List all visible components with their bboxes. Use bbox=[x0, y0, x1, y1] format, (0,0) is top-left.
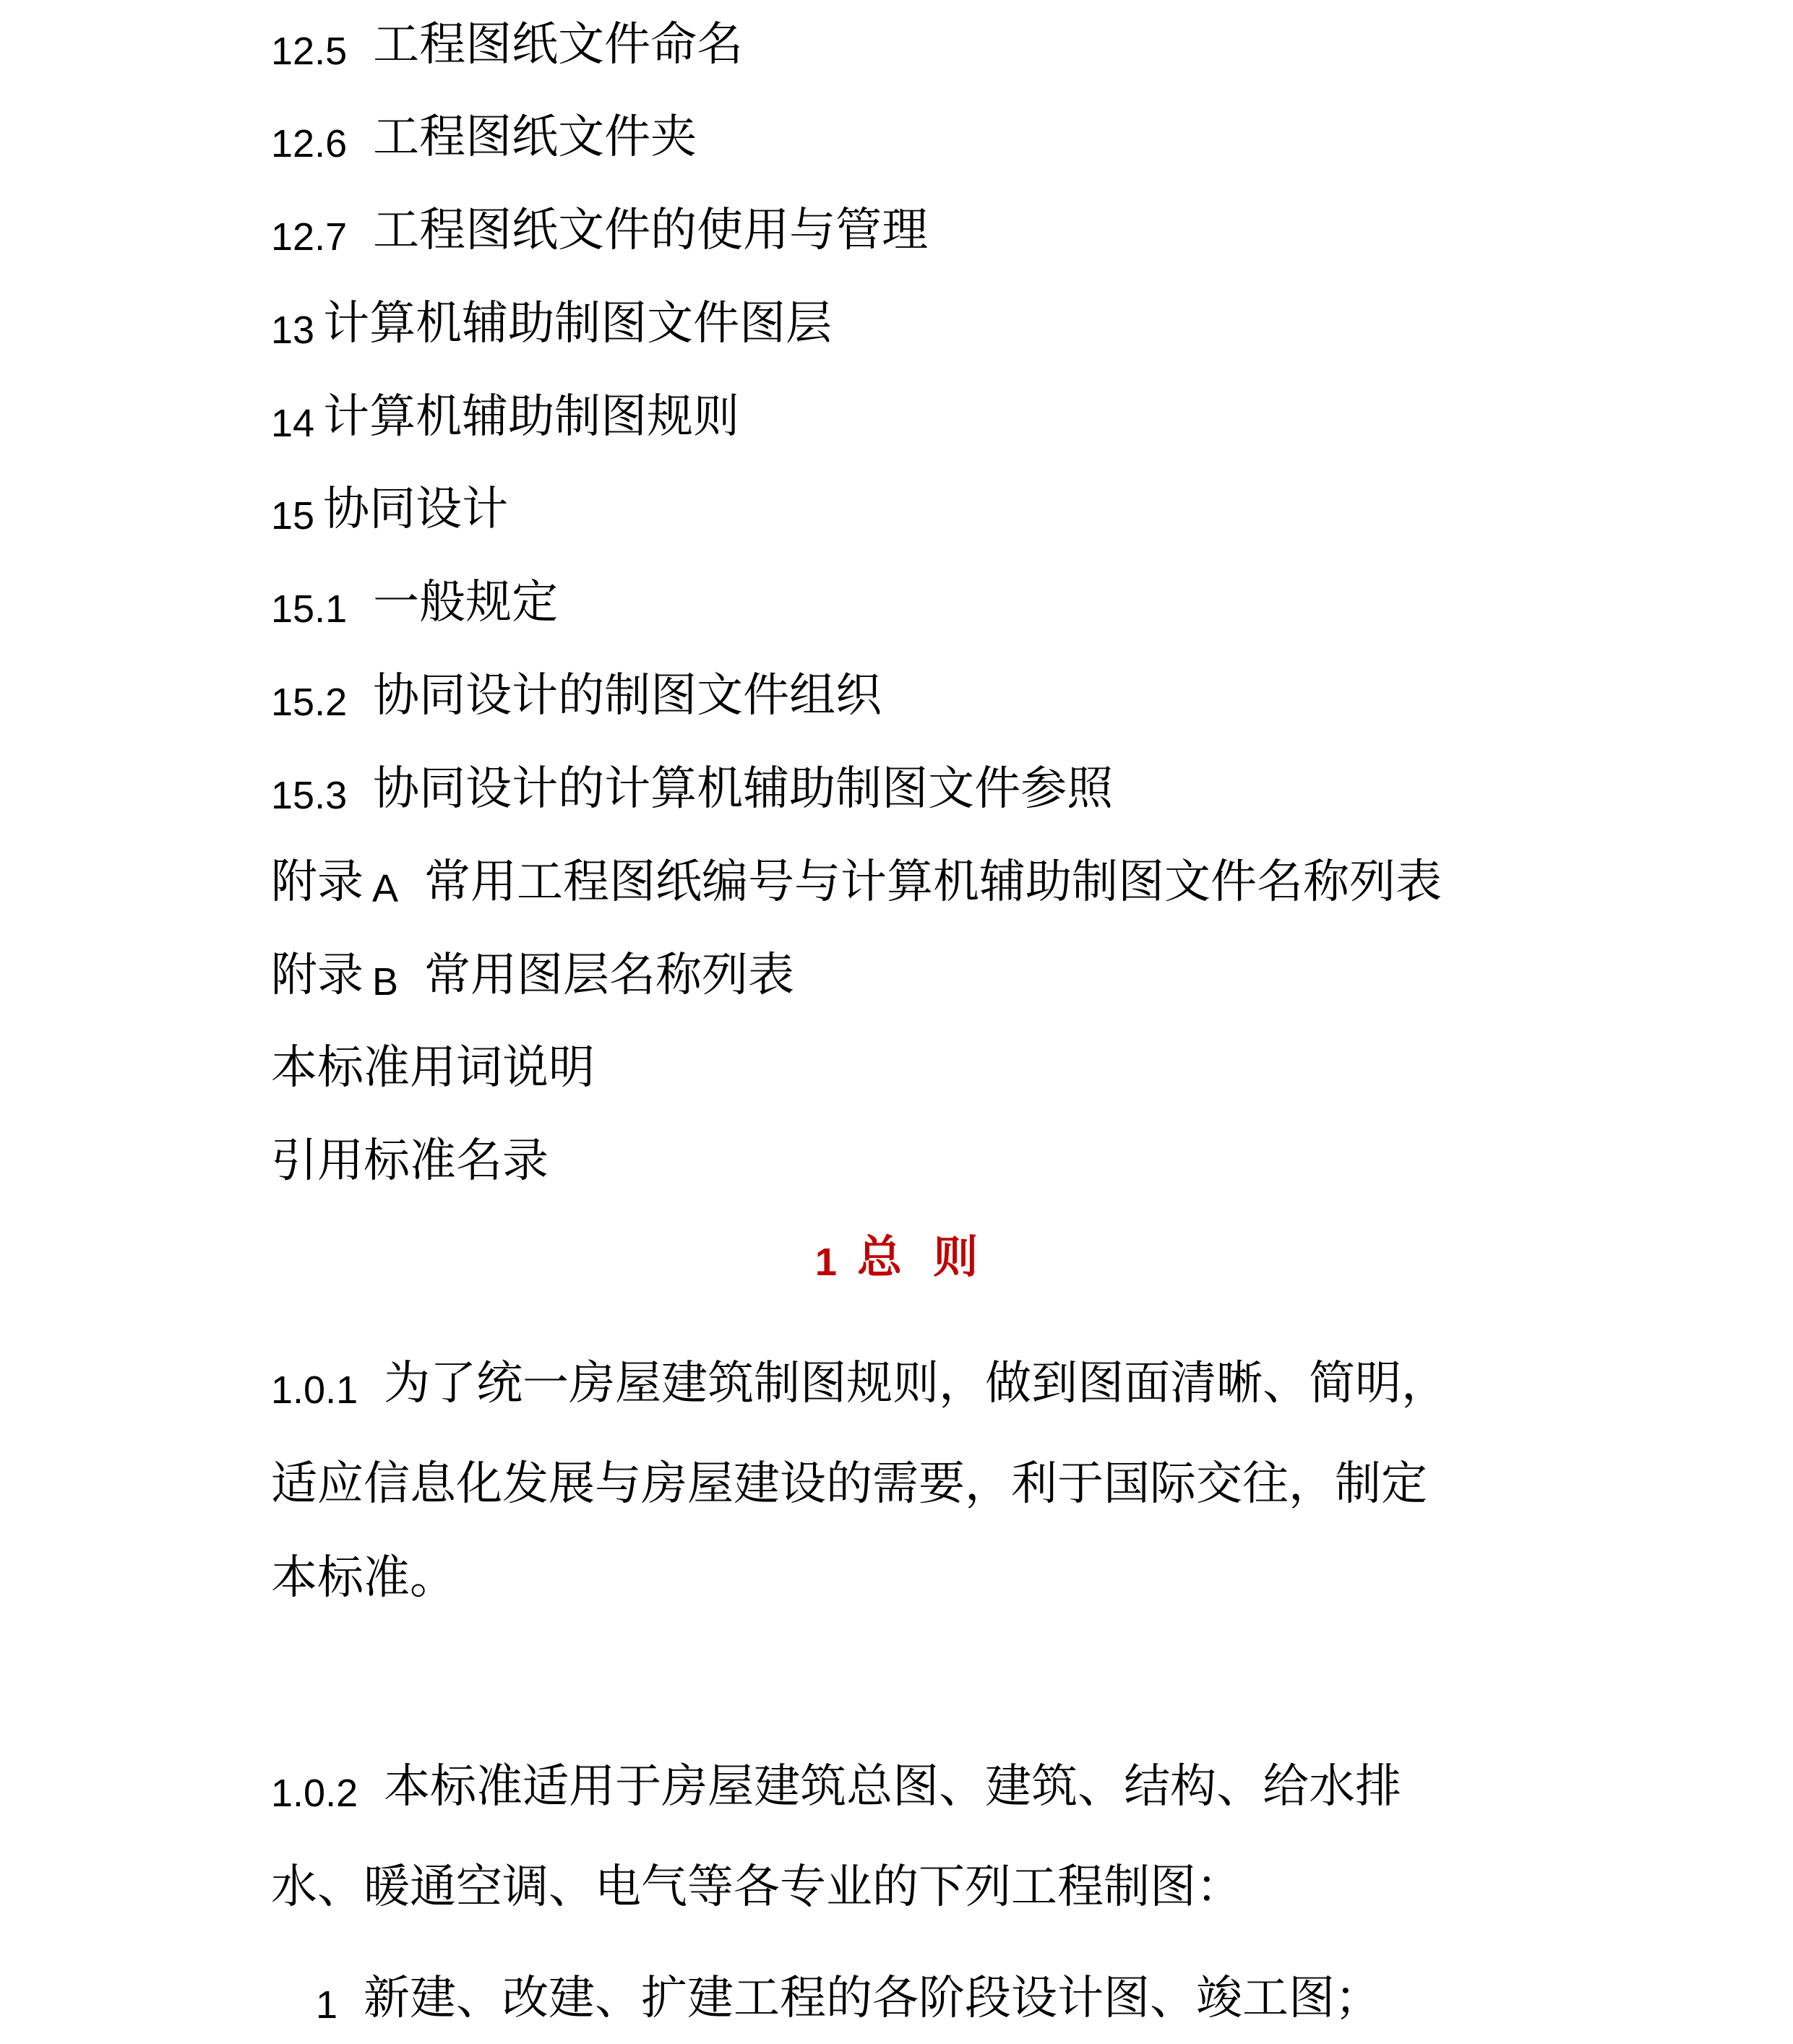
toc-number: 13 bbox=[271, 309, 315, 352]
toc-number: 15 bbox=[271, 494, 315, 538]
toc-number: 12.5 bbox=[271, 30, 348, 73]
toc-entry[interactable] bbox=[271, 202, 928, 266]
section-number: 1 bbox=[814, 1241, 837, 1284]
toc-title: 常用图层名称列表 bbox=[424, 949, 795, 1002]
clause-text-line: 适应信息化发展与房屋建设的需要，利于国际交往，制定 bbox=[271, 1457, 1427, 1511]
toc-prefix: 附录 bbox=[271, 949, 364, 1002]
toc-title: 一般规定 bbox=[373, 576, 559, 629]
toc-title: 协同设计的制图文件组织 bbox=[373, 669, 882, 723]
toc-number: 15.2 bbox=[271, 681, 348, 724]
toc-number: B bbox=[372, 960, 399, 1004]
toc-entry[interactable] bbox=[271, 388, 739, 452]
toc-title: 协同设计 bbox=[323, 483, 509, 536]
toc-number: 12.6 bbox=[271, 122, 348, 165]
clause-text-line: 本标准适用于房屋建筑总图、建筑、结构、给水排 bbox=[384, 1760, 1402, 1814]
toc-number: 15.1 bbox=[271, 587, 348, 631]
list-item-number: 1 bbox=[316, 1983, 338, 2027]
list-item-text: 新建、改建、扩建工程的各阶段设计图、竣工图； bbox=[364, 1972, 1382, 2025]
toc-title: 工程图纸文件的使用与管理 bbox=[373, 204, 929, 257]
toc-entry[interactable] bbox=[271, 1132, 549, 1190]
clause-text-line: 本标准。 bbox=[271, 1551, 456, 1605]
toc-entry[interactable] bbox=[271, 760, 1113, 824]
toc-number: 12.7 bbox=[271, 215, 348, 259]
toc-title: 计算机辅助制图文件图层 bbox=[323, 297, 833, 350]
clause-text-line: 水、暖通空调、电气等各专业的下列工程制图： bbox=[271, 1860, 1242, 1914]
toc-number: 15.3 bbox=[271, 774, 348, 817]
clause-paragraph bbox=[271, 1337, 1500, 1625]
toc-title: 工程图纸文件命名 bbox=[373, 18, 744, 72]
toc-entry[interactable] bbox=[271, 667, 882, 731]
toc-entry[interactable] bbox=[271, 16, 743, 80]
toc-entry[interactable] bbox=[271, 574, 558, 638]
toc-entry[interactable] bbox=[271, 108, 697, 173]
toc-prefix: 附录 bbox=[271, 855, 364, 909]
section-heading bbox=[0, 1228, 1793, 1291]
list-item bbox=[316, 1970, 1381, 2034]
toc-title: 计算机辅助制图规则 bbox=[323, 390, 740, 444]
toc-title: 引用标准名录 bbox=[271, 1134, 549, 1188]
section-title: 总 则 bbox=[856, 1230, 979, 1283]
toc-entry[interactable] bbox=[271, 295, 832, 359]
clause-paragraph bbox=[271, 1740, 1500, 1934]
toc-entry[interactable] bbox=[271, 1039, 595, 1097]
toc-title: 协同设计的计算机辅助制图文件参照 bbox=[373, 762, 1114, 816]
toc-entry[interactable] bbox=[271, 946, 794, 1011]
clause-number: 1.0.2 bbox=[271, 1772, 358, 1815]
toc-entry[interactable] bbox=[271, 480, 508, 545]
clause-number: 1.0.1 bbox=[271, 1368, 358, 1412]
toc-number: 14 bbox=[271, 402, 315, 445]
toc-entry[interactable] bbox=[271, 853, 1442, 918]
toc-title: 工程图纸文件夹 bbox=[373, 111, 697, 164]
toc-number: A bbox=[372, 867, 399, 910]
toc-title: 常用工程图纸编号与计算机辅助制图文件名称列表 bbox=[424, 855, 1442, 909]
toc-title: 本标准用词说明 bbox=[271, 1041, 595, 1095]
clause-text-line: 为了统一房屋建筑制图规则，做到图面清晰、简明， bbox=[384, 1357, 1448, 1410]
